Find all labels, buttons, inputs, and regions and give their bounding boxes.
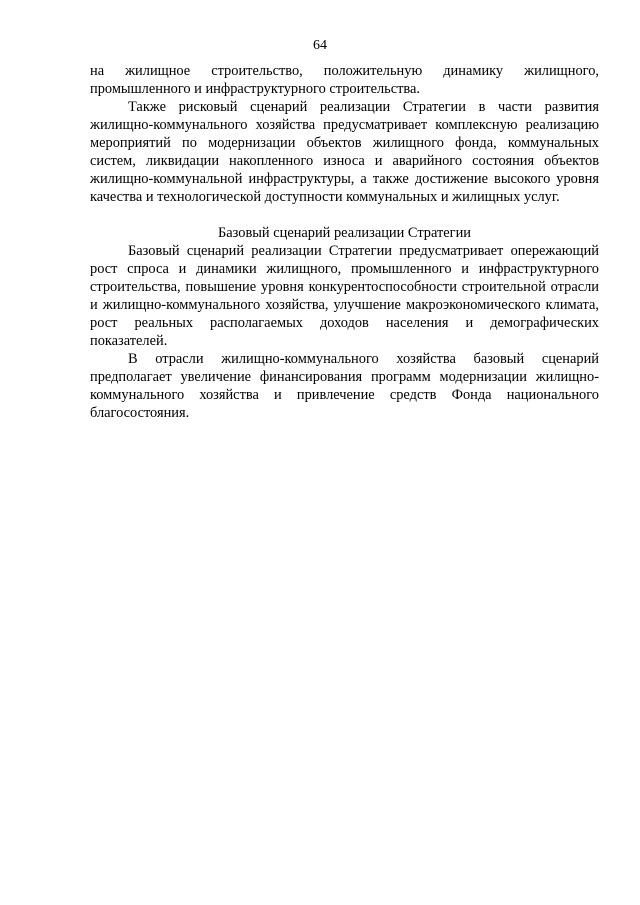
- paragraph-risk-scenario-housing: Также рисковый сценарий реализации Стратегии в части развития жилищно-коммунального хозяйства предусматривает комплексную реализацию мероприятий по модернизации объектов жилищного фонда, коммунальных систем, ликвидации накопленного износа и аварийного состояния объектов жилищно-коммунальной инфраструктуры, а также достижение высокого уровня качества и технологической доступности коммунальных и жилищных услуг.: [90, 99, 599, 205]
- paragraph-base-scenario-housing: В отрасли жилищно-коммунального хозяйства базовый сценарий предполагает увеличение финансирования программ модернизации жилищно-коммунального хозяйства и привлечение средств Фонда национального благосостояния.: [90, 351, 599, 421]
- page-content: [90, 62, 599, 422]
- paragraph-continuation: на жилищное строительство, положительную динамику жилищного, промышленного и инфраструктурного строительства.: [90, 63, 599, 97]
- page-number: 64: [313, 38, 327, 53]
- paragraph-base-scenario: Базовый сценарий реализации Стратегии предусматривает опережающий рост спроса и динамики жилищного, промышленного и инфраструктурного строительства, повышение уровня конкурентоспособности строительной отрасли и жилищно-коммунального хозяйства, улучшение макроэкономического климата, рост реальных располагаемых доходов населения и демографических показателей.: [90, 243, 599, 349]
- section-heading-base-scenario: Базовый сценарий реализации Стратегии: [218, 225, 471, 241]
